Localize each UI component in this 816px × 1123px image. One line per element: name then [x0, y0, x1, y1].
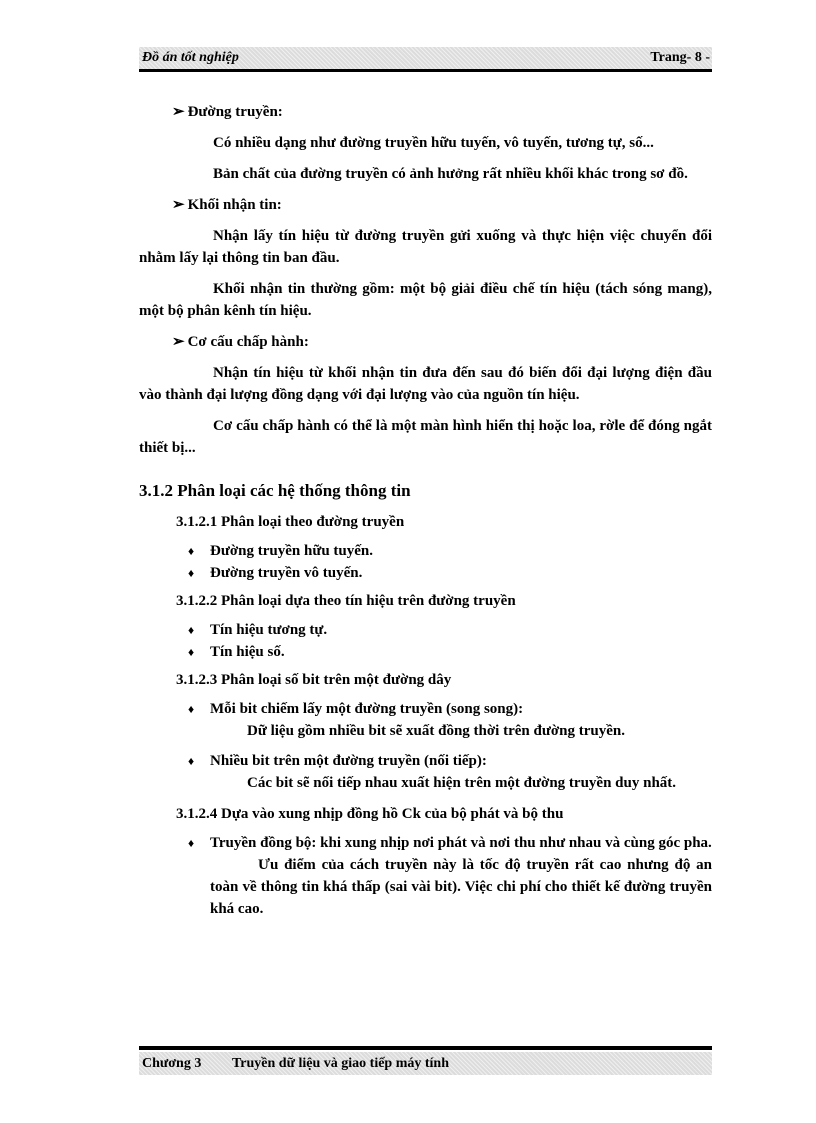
paragraph: Có nhiều dạng như đường truyền hữu tuyến, vô tuyến, tương tự, số... [213, 135, 654, 151]
diamond-bullet-icon: ♦ [188, 836, 195, 850]
diamond-bullet-icon: ♦ [188, 702, 195, 716]
list-item-body [210, 832, 712, 920]
list-item-text: Đường truyền hữu tuyến. [210, 543, 374, 559]
paragraph: Nhận lấy tín hiệu từ đường truyền gửi xuống và thực hiện việc chuyển đổi nhằm lấy lại thông tin ban đầu. [139, 228, 712, 266]
bullet-heading-khoi-nhan-tin [139, 194, 712, 216]
bullet-heading-co-cau-chap-hanh [139, 331, 712, 353]
paragraph: Nhận tín hiệu từ khối nhận tin đưa đến sau đó biến đổi đại lượng điện đầu vào thành đại lượng đồng dạng với đại lượng vào của nguồn tín hiệu. [139, 365, 712, 403]
paragraph: Khối nhận tin thường gồm: một bộ giải điều chế tín hiệu (tách sóng mang), một bộ phân kênh tín hiệu. [139, 281, 712, 319]
list-item [188, 641, 712, 663]
diamond-bullet-icon: ♦ [188, 544, 195, 558]
arrow-bullet-icon: ➢ [172, 334, 185, 350]
bullet-heading-text: Đường truyền: [187, 104, 283, 120]
list-item [188, 562, 712, 584]
footer-chapter-title: Truyền dữ liệu và giao tiếp máy tính [232, 1056, 449, 1071]
footer-rule [139, 1046, 712, 1050]
list-item-text: Mỗi bit chiếm lấy một đường truyền (song song): [210, 701, 524, 717]
footer-chapter: Chương 3 [142, 1056, 202, 1071]
bullet-list [139, 540, 712, 584]
paragraph: Cơ cấu chấp hành có thể là một màn hình hiển thị hoặc loa, rờle để đóng ngắt thiết bị... [139, 418, 712, 456]
paragraph: Bản chất của đường truyền có ảnh hưởng rất nhiều khối khác trong sơ đồ. [213, 166, 688, 182]
page-content [139, 101, 712, 926]
header-rule [139, 69, 712, 72]
bullet-list [139, 619, 712, 663]
bullet-heading-text: Cơ cấu chấp hành: [187, 334, 309, 350]
header-document-title: Đồ án tốt nghiệp [142, 50, 239, 65]
bullet-list [139, 750, 712, 772]
subsection-heading: 3.1.2.1 Phân loại theo đường truyền [176, 514, 405, 530]
section-heading: 3.1.2 Phân loại các hệ thống thông tin [139, 481, 411, 500]
list-item-description: Các bit sẽ nối tiếp nhau xuất hiện trên một đường truyền duy nhất. [247, 775, 677, 791]
diamond-bullet-icon: ♦ [188, 754, 195, 768]
list-item [188, 750, 712, 772]
subsection-heading: 3.1.2.2 Phân loại dựa theo tín hiệu trên đường truyền [176, 593, 516, 609]
list-item [188, 698, 712, 720]
diamond-bullet-icon: ♦ [188, 623, 195, 637]
subsection-heading: 3.1.2.4 Dựa vào xung nhịp đồng hồ Ck của bộ phát và bộ thu [176, 806, 564, 822]
list-item-text: Tín hiệu tương tự. [210, 622, 328, 638]
list-item [188, 832, 712, 920]
header-page-number: Trang- 8 - [650, 50, 710, 65]
arrow-bullet-icon: ➢ [172, 197, 185, 213]
list-item-description: Dữ liệu gồm nhiều bit sẽ xuất đồng thời trên đường truyền. [247, 723, 625, 739]
list-item-text: Nhiều bit trên một đường truyền (nối tiếp): [210, 753, 487, 769]
list-item [188, 619, 712, 641]
subsection-heading: 3.1.2.3 Phân loại số bit trên một đường dây [176, 672, 452, 688]
bullet-list [139, 832, 712, 920]
list-item [188, 540, 712, 562]
bullet-heading-text: Khối nhận tin: [187, 197, 282, 213]
diamond-bullet-icon: ♦ [188, 566, 195, 580]
bullet-list [139, 698, 712, 720]
arrow-bullet-icon: ➢ [172, 104, 185, 120]
list-item-text: Đường truyền vô tuyến. [210, 565, 363, 581]
diamond-bullet-icon: ♦ [188, 645, 195, 659]
list-item-text: Tín hiệu số. [210, 644, 285, 660]
list-item-description: Ưu điểm của cách truyền này là tốc độ truyền rất cao nhưng độ an toàn về thông tin khá thấp (sai vài bit). Việc chi phí cho thiết kế đường truyền khá cao. [210, 857, 712, 917]
list-item-text: Truyền đồng bộ: khi xung nhịp nơi phát và nơi thu như nhau và cùng góc pha. [210, 835, 712, 851]
bullet-heading-duong-truyen [139, 101, 712, 123]
